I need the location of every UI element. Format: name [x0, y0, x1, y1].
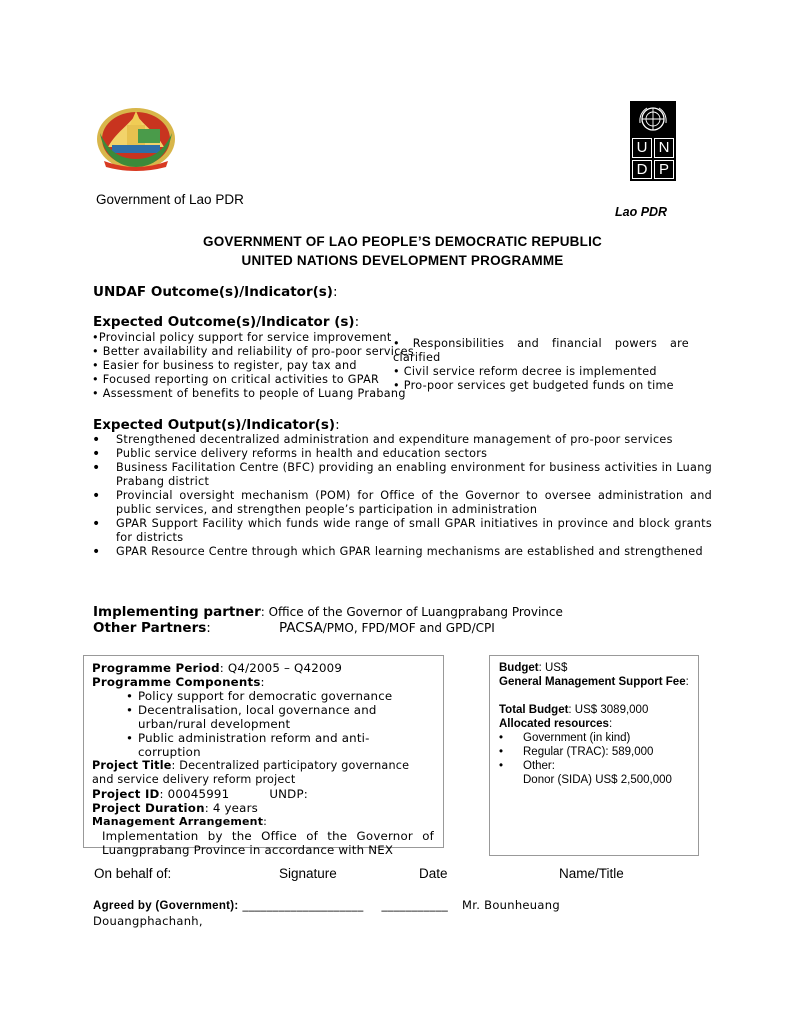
- list-item: • Easier for business to register, pay tax and: [92, 359, 357, 372]
- government-label: Government of Lao PDR: [96, 192, 244, 207]
- agreed-by-government: Agreed by (Government): ____________________ ___________ Mr. Bounheuang Douangphachanh,: [93, 898, 560, 928]
- list-item: • Provincial oversight mechanism (POM) for Office of the Governor to oversee administration and public services, and strengthen people’s participation in administration: [92, 489, 712, 517]
- outcome-list-left: [92, 331, 414, 405]
- project-title: Project Title: Decentralized participatory governance and service delivery reform project: [92, 759, 410, 786]
- programme-components-label: Programme Components:: [92, 675, 265, 689]
- list-item: • Responsibilities and financial powers are clarified: [393, 337, 689, 364]
- list-item: • Policy support for democratic governance: [126, 689, 393, 703]
- allocated-resources: Allocated resources:: [499, 718, 613, 730]
- outcome-list-right: [393, 337, 689, 393]
- undaf-heading: UNDAF Outcome(s)/Indicator(s):: [93, 284, 338, 300]
- expected-output-heading: Expected Output(s)/Indicator(s):: [93, 417, 340, 433]
- management-arrangement-label: Management Arrangement:: [92, 815, 268, 828]
- list-item: •Provincial policy support for service improvement: [92, 331, 392, 344]
- other-partners-value: PACSA/PMO, FPD/MOF and GPD/CPI: [279, 620, 495, 636]
- title-line-1: GOVERNMENT OF LAO PEOPLE’S DEMOCRATIC REPUBLIC: [203, 234, 602, 249]
- list-item: • Assessment of benefits to people of Luang Prabang: [92, 387, 406, 400]
- list-item: • Better availability and reliability of pro-poor services: [92, 345, 414, 358]
- signatory-name: Mr. Bounheuang Douangphachanh,: [93, 898, 560, 928]
- list-item: • Other:: [499, 760, 555, 772]
- signature-line: ____________________: [242, 898, 364, 912]
- output-list: [92, 433, 712, 559]
- gms-fee: General Management Support Fee:: [499, 676, 689, 688]
- name-title-label: Name/Title: [559, 866, 624, 881]
- implementing-partner: Implementing partner: Office of the Governor of Luangprabang Province: [93, 604, 563, 620]
- lao-emblem-logo: [94, 103, 178, 171]
- list-item: • Decentralisation, local governance and urban/rural development: [126, 703, 377, 731]
- list-item: • Focused reporting on critical activities to GPAR: [92, 373, 380, 386]
- list-item: • Strengthened decentralized administration and expenditure management of pro-poor services: [92, 433, 712, 447]
- list-item: • Business Facilitation Centre (BFC) providing an enabling environment for business activities in Luang Prabang district: [92, 461, 712, 489]
- list-item: • Public administration reform and anti-corruption: [126, 731, 370, 759]
- list-item: • Public service delivery reforms in health and education sectors: [92, 447, 712, 461]
- donor-line: Donor (SIDA) US$ 2,500,000: [523, 774, 672, 786]
- programme-box: [83, 655, 444, 857]
- list-item: • Pro-poor services get budgeted funds on time: [393, 379, 674, 392]
- undp-letter: D: [632, 160, 652, 180]
- total-budget: Total Budget: US$ 3089,000: [499, 704, 649, 716]
- list-item: • Regular (TRAC): 589,000: [499, 746, 654, 758]
- management-arrangement-text: Implementation by the Office of the Governor of Luangprabang Province in accordance with NEX: [102, 829, 434, 857]
- on-behalf-label: On behalf of:: [94, 866, 172, 881]
- undp-logo: [630, 101, 676, 181]
- un-globe-icon: [637, 105, 669, 135]
- date-label: Date: [419, 866, 448, 881]
- project-id: Project ID: 00045991 UNDP:: [92, 787, 308, 801]
- list-item: • Government (in kind): [499, 732, 631, 744]
- title-line-2: UNITED NATIONS DEVELOPMENT PROGRAMME: [241, 253, 564, 268]
- programme-period: Programme Period: Q4/2005 – Q42009: [92, 661, 343, 675]
- undp-letter: P: [654, 160, 674, 180]
- undp-letter: N: [654, 138, 674, 158]
- signature-label: Signature: [279, 866, 337, 881]
- budget-line: Budget: US$: [499, 662, 568, 674]
- list-item: • GPAR Support Facility which funds wide range of small GPAR initiatives in province and block grants for districts: [92, 517, 712, 545]
- budget-box: [489, 655, 699, 856]
- location-label: Lao PDR: [615, 205, 668, 219]
- date-line: ___________: [381, 898, 449, 912]
- project-duration: Project Duration: 4 years: [92, 801, 258, 815]
- list-item: • Civil service reform decree is implemented: [393, 365, 657, 378]
- undp-letter: U: [632, 138, 652, 158]
- list-item: • GPAR Resource Centre through which GPAR learning mechanisms are established and strengthened: [92, 545, 712, 559]
- other-partners: Other Partners:: [93, 620, 211, 636]
- expected-outcome-heading: Expected Outcome(s)/Indicator (s):: [93, 314, 360, 330]
